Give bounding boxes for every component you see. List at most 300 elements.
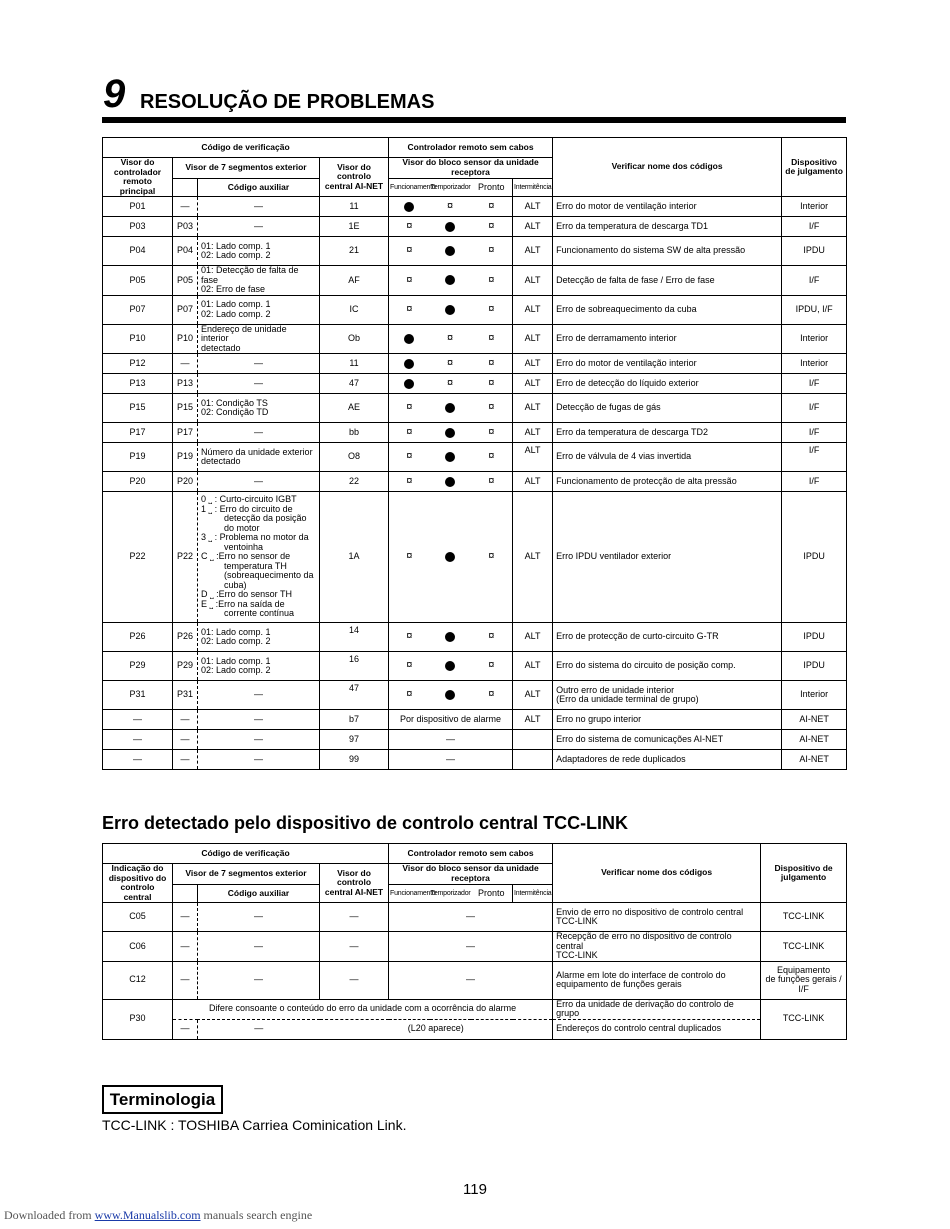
timer-lamp (430, 681, 471, 710)
flash-mode: ALT (513, 217, 553, 237)
timer-lamp (430, 374, 471, 394)
header-timer: Temporizador (430, 884, 471, 902)
operation-lamp-blink-icon: ¤ (406, 450, 413, 463)
outdoor-segment-code: P19 (173, 443, 198, 472)
ainet-code: O8 (320, 443, 389, 472)
table-row (103, 932, 847, 962)
ready-lamp (471, 623, 513, 652)
table-row (103, 999, 847, 1019)
flash-mode: ALT (513, 197, 553, 217)
ready-lamp (471, 295, 513, 324)
timer-lamp-on-icon (445, 661, 455, 671)
ainet-code: AF (320, 266, 389, 296)
table-row (103, 903, 847, 932)
operation-lamp (389, 394, 430, 423)
check-code: P03 (103, 217, 173, 237)
header-outdoor-7seg: Visor de 7 segmentos exterior (173, 158, 320, 179)
timer-lamp-on-icon (445, 305, 455, 315)
header-main-remote: Visor do controlador remoto principal (103, 158, 173, 197)
ready-lamp (471, 443, 513, 472)
aux-code-line: corrente contínua (224, 608, 295, 619)
table-row (103, 295, 847, 324)
timer-lamp-on-icon (445, 222, 455, 232)
ainet-code: — (320, 961, 389, 999)
check-code-name: Erro da temperatura de descarga TD1 (553, 217, 782, 237)
ready-lamp-blink-icon: ¤ (488, 199, 495, 212)
aux-code-line: (sobreaquecimento da (224, 570, 314, 581)
flash-mode (513, 750, 553, 770)
operation-lamp (389, 237, 430, 266)
table-row (103, 1019, 847, 1039)
tcc-link-table (102, 843, 847, 1040)
ready-lamp-blink-icon: ¤ (488, 376, 495, 389)
table-row (103, 394, 847, 423)
aux-code: — (198, 932, 320, 962)
ainet-code: bb (320, 423, 389, 443)
ready-lamp (471, 681, 513, 710)
ainet-code: 14 (320, 623, 389, 652)
check-code-name: Envio de erro no dispositivo de controlo central TCC-LINK (553, 903, 761, 932)
check-code: P13 (103, 374, 173, 394)
footer-suffix: manuals search engine (200, 1208, 313, 1222)
check-code: P20 (103, 472, 173, 492)
header-check-code: Código de verificação (103, 138, 389, 158)
timer-lamp (430, 492, 471, 623)
ainet-code: 1A (320, 492, 389, 623)
check-code: P26 (103, 623, 173, 652)
table-row (103, 472, 847, 492)
flash-mode: ALT (513, 710, 553, 730)
check-code: P29 (103, 652, 173, 681)
aux-code-line: cuba) (224, 579, 247, 590)
table-row (103, 423, 847, 443)
judging-device: IPDU, I/F (782, 295, 847, 324)
section-number: 9 (103, 72, 126, 116)
table-row (103, 197, 847, 217)
aux-code: — (198, 730, 320, 750)
timer-lamp-blink-icon: ¤ (446, 199, 454, 212)
title-rule (102, 117, 846, 123)
central-indication: P30 (103, 999, 173, 1039)
table-row (103, 492, 847, 623)
check-code-name: Erro da temperatura de descarga TD2 (553, 423, 782, 443)
download-footer (4, 1208, 312, 1223)
operation-lamp (389, 266, 430, 296)
check-code-name: Outro erro de unidade interior (Erro da unidade terminal de grupo) (553, 681, 782, 710)
timer-lamp-on-icon (445, 246, 455, 256)
timer-lamp-on-icon (445, 552, 455, 562)
outdoor-segment-code: P04 (173, 237, 198, 266)
check-code-name: Erro de derramamento interior (553, 324, 782, 354)
ready-lamp-blink-icon: ¤ (488, 688, 495, 701)
aux-code-line: detecção da posição (224, 513, 307, 524)
ready-lamp-blink-icon: ¤ (488, 302, 495, 315)
operation-lamp-on-icon (404, 334, 414, 344)
ready-lamp (471, 472, 513, 492)
aux-code: — (198, 903, 320, 932)
operation-lamp (389, 324, 430, 354)
check-code: P10 (103, 324, 173, 354)
timer-lamp-on-icon (445, 452, 455, 462)
check-code: P15 (103, 394, 173, 423)
operation-lamp-blink-icon: ¤ (406, 273, 413, 286)
header-aux-code: Código auxiliar (198, 884, 320, 902)
outdoor-segment-code: — (173, 961, 198, 999)
check-code-name: Erro no grupo interior (553, 710, 782, 730)
wireless-indication: — (389, 730, 513, 750)
timer-lamp (430, 217, 471, 237)
operation-lamp-blink-icon: ¤ (406, 401, 413, 414)
ready-lamp (471, 394, 513, 423)
judging-device: AI-NET (782, 750, 847, 770)
table-row (103, 710, 847, 730)
ready-lamp-blink-icon: ¤ (488, 401, 495, 414)
timer-lamp (430, 443, 471, 472)
manualslib-link[interactable]: www.Manualslib.com (94, 1208, 201, 1222)
operation-lamp-on-icon (404, 359, 414, 369)
operation-lamp (389, 423, 430, 443)
check-code-table (102, 137, 847, 770)
check-code-name: Erro da unidade de derivação do controlo de grupo (553, 999, 761, 1019)
aux-code: Endereço de unidade interior detectado (198, 324, 320, 354)
aux-code: 01: Lado comp. 1 02: Lado comp. 2 (198, 237, 320, 266)
table-row (103, 730, 847, 750)
timer-lamp-on-icon (445, 477, 455, 487)
ainet-code: b7 (320, 710, 389, 730)
flash-mode: ALT (513, 324, 553, 354)
ready-lamp (471, 217, 513, 237)
aux-code: 01: Condição TS 02: Condição TD (198, 394, 320, 423)
ready-lamp (471, 492, 513, 623)
outdoor-segment-code: — (173, 750, 198, 770)
aux-code: — (198, 197, 320, 217)
aux-code-line: D ⎵ :Erro do sensor TH (201, 589, 292, 600)
aux-code-line: 3 ⎵ : Problema no motor da (201, 532, 309, 543)
page-number: 119 (463, 1181, 487, 1198)
aux-code: — (198, 374, 320, 394)
header-flash: Intermitência (513, 178, 553, 196)
operation-lamp (389, 217, 430, 237)
ainet-code: 1E (320, 217, 389, 237)
check-code: P04 (103, 237, 173, 266)
timer-lamp (430, 394, 471, 423)
aux-code-line: C ⎵ :Erro no sensor de (201, 551, 291, 562)
ainet-code: 47 (320, 681, 389, 710)
check-code-name: Detecção de falta de fase / Erro de fase (553, 266, 782, 296)
operation-lamp-on-icon (404, 202, 414, 212)
outdoor-segment-code: P15 (173, 394, 198, 423)
operation-lamp-blink-icon: ¤ (406, 219, 413, 232)
check-code: P31 (103, 681, 173, 710)
wireless-indication: — (389, 961, 553, 999)
operation-lamp-blink-icon: ¤ (406, 302, 413, 315)
ainet-code: IC (320, 295, 389, 324)
header-central-indication: Indicação do dispositivo do controlo central (103, 864, 173, 903)
central-indication: C06 (103, 932, 173, 962)
footer-prefix: Downloaded from (4, 1208, 95, 1222)
terminology-heading: Terminologia (102, 1085, 223, 1114)
judging-device: Interior (782, 681, 847, 710)
ready-lamp-blink-icon: ¤ (488, 630, 495, 643)
flash-mode: ALT (513, 652, 553, 681)
check-code-name: Recepção de erro no dispositivo de controlo central TCC-LINK (553, 932, 761, 962)
operation-lamp-blink-icon: ¤ (406, 630, 413, 643)
group-alarm-note: Difere consoante o conteúdo do erro da unidade com a ocorrência do alarme (173, 999, 553, 1019)
check-code-name: Erro de sobreaquecimento da cuba (553, 295, 782, 324)
aux-code: 01: Lado comp. 1 02: Lado comp. 2 (198, 652, 320, 681)
judging-device: I/F (782, 217, 847, 237)
judging-device: I/F (782, 266, 847, 296)
ready-lamp-blink-icon: ¤ (488, 273, 495, 286)
table-row (103, 266, 847, 296)
operation-lamp (389, 354, 430, 374)
judging-device: I/F (782, 374, 847, 394)
table-row (103, 443, 847, 472)
aux-code-line: do motor (224, 522, 260, 533)
check-code-name: Erro do motor de ventilação interior (553, 354, 782, 374)
check-code-name: Funcionamento do sistema SW de alta pressão (553, 237, 782, 266)
table-row (103, 354, 847, 374)
check-code: — (103, 750, 173, 770)
ainet-code: 21 (320, 237, 389, 266)
judging-device: IPDU (782, 652, 847, 681)
flash-mode: ALT (513, 266, 553, 296)
check-code-name: Erro de detecção do líquido exterior (553, 374, 782, 394)
timer-lamp (430, 623, 471, 652)
outdoor-segment-code: P07 (173, 295, 198, 324)
outdoor-segment-code: — (173, 903, 198, 932)
flash-mode: ALT (513, 394, 553, 423)
ready-lamp-blink-icon: ¤ (488, 550, 495, 563)
outdoor-segment-code: P31 (173, 681, 198, 710)
flash-mode: ALT (513, 237, 553, 266)
ready-lamp-blink-icon: ¤ (488, 425, 495, 438)
outdoor-segment-code: — (173, 932, 198, 962)
ready-lamp-blink-icon: ¤ (488, 219, 495, 232)
operation-lamp (389, 681, 430, 710)
judging-device: TCC-LINK (761, 932, 847, 962)
flash-mode: ALT (513, 423, 553, 443)
ready-lamp-blink-icon: ¤ (488, 332, 495, 345)
operation-lamp (389, 197, 430, 217)
timer-lamp-on-icon (445, 403, 455, 413)
operation-lamp-blink-icon: ¤ (406, 474, 413, 487)
ready-lamp (471, 423, 513, 443)
header-seg-blank (173, 884, 198, 902)
timer-lamp (430, 266, 471, 296)
table-row (103, 237, 847, 266)
aux-code: — (198, 1019, 320, 1039)
flash-mode: ALT (513, 472, 553, 492)
aux-code: — (198, 961, 320, 999)
operation-lamp-blink-icon: ¤ (406, 688, 413, 701)
ready-lamp (471, 237, 513, 266)
header-ainet: Visor do controlo central AI-NET (320, 864, 389, 903)
operation-lamp (389, 492, 430, 623)
check-code: P19 (103, 443, 173, 472)
outdoor-segment-code: P22 (173, 492, 198, 623)
judging-device: Interior (782, 354, 847, 374)
ready-lamp-blink-icon: ¤ (488, 474, 495, 487)
judging-device: I/F (782, 472, 847, 492)
check-code-name: Erro de válvula de 4 vias invertida (553, 443, 782, 472)
timer-lamp (430, 295, 471, 324)
aux-code: 01: Lado comp. 1 02: Lado comp. 2 (198, 295, 320, 324)
header-wireless: Controlador remoto sem cabos (389, 844, 553, 864)
aux-code: 01: Lado comp. 1 02: Lado comp. 2 (198, 623, 320, 652)
outdoor-segment-code: P05 (173, 266, 198, 296)
ready-lamp (471, 197, 513, 217)
header-sensor-block: Visor do bloco sensor da unidade receptora (389, 864, 553, 885)
ainet-code: 47 (320, 374, 389, 394)
timer-lamp-on-icon (445, 632, 455, 642)
judging-device: IPDU (782, 492, 847, 623)
judging-device: TCC-LINK (761, 903, 847, 932)
judging-device: AI-NET (782, 710, 847, 730)
check-code: P01 (103, 197, 173, 217)
timer-lamp (430, 423, 471, 443)
header-check-name: Verificar nome dos códigos (553, 138, 782, 197)
timer-lamp-blink-icon: ¤ (446, 376, 454, 389)
flash-mode: ALT (513, 443, 553, 472)
header-ready: Pronto (471, 178, 513, 196)
judging-device: IPDU (782, 623, 847, 652)
operation-lamp-blink-icon: ¤ (406, 659, 413, 672)
header-device: Dispositivo de julgamento (761, 844, 847, 903)
judging-device: I/F (782, 394, 847, 423)
operation-lamp-on-icon (404, 379, 414, 389)
ainet-code: 11 (320, 197, 389, 217)
ready-lamp (471, 354, 513, 374)
ready-lamp (471, 374, 513, 394)
header-wireless: Controlador remoto sem cabos (389, 138, 553, 158)
outdoor-segment-code: P20 (173, 472, 198, 492)
table-row (103, 652, 847, 681)
judging-device: I/F (782, 443, 847, 472)
tcc-link-section-title: Erro detectado pelo dispositivo de controlo central TCC-LINK (102, 813, 629, 833)
wireless-indication: — (389, 932, 553, 962)
aux-code: 01: Detecção de falta de fase 02: Erro de fase (198, 266, 320, 296)
aux-code-line: 1 ⎵ : Erro do circuito de (201, 503, 293, 514)
ready-lamp (471, 652, 513, 681)
outdoor-segment-code: — (173, 710, 198, 730)
ready-lamp-blink-icon: ¤ (488, 450, 495, 463)
outdoor-segment-code: P29 (173, 652, 198, 681)
timer-lamp (430, 472, 471, 492)
ready-lamp-blink-icon: ¤ (488, 659, 495, 672)
operation-lamp (389, 443, 430, 472)
outdoor-segment-code: P10 (173, 324, 198, 354)
check-code: P07 (103, 295, 173, 324)
operation-lamp (389, 295, 430, 324)
table-row (103, 217, 847, 237)
table-row (103, 961, 847, 999)
wireless-indication: Por dispositivo de alarme (389, 710, 513, 730)
judging-device: Equipamento de funções gerais / I/F (761, 961, 847, 999)
check-code-name: Erro de protecção de curto-circuito G-TR (553, 623, 782, 652)
check-code-name: Erro do sistema de comunicações AI-NET (553, 730, 782, 750)
ainet-code: — (320, 932, 389, 962)
table-row (103, 324, 847, 354)
l20-note: (L20 aparece) (320, 1019, 553, 1039)
ainet-code: 16 (320, 652, 389, 681)
aux-code: — (198, 710, 320, 730)
header-op: Funcionamento (389, 178, 430, 196)
timer-lamp-on-icon (445, 275, 455, 285)
terminology-text: TCC-LINK : TOSHIBA Carriea Cominication Link. (102, 1117, 407, 1133)
header-timer: Temporizador (430, 178, 471, 196)
timer-lamp (430, 197, 471, 217)
aux-code (198, 492, 320, 623)
judging-device: Interior (782, 197, 847, 217)
header-check-code: Código de verificação (103, 844, 389, 864)
check-code-name: Erro do motor de ventilação interior (553, 197, 782, 217)
operation-lamp (389, 374, 430, 394)
wireless-indication: — (389, 750, 513, 770)
aux-code-line: temperatura TH (224, 560, 287, 571)
check-code-name: Endereços do controlo central duplicados (553, 1019, 761, 1039)
judging-device: I/F (782, 423, 847, 443)
check-code: P05 (103, 266, 173, 296)
operation-lamp-blink-icon: ¤ (406, 550, 413, 563)
judging-device: TCC-LINK (761, 999, 847, 1039)
aux-code: — (198, 472, 320, 492)
operation-lamp (389, 652, 430, 681)
section-title: RESOLUÇÃO DE PROBLEMAS (140, 91, 435, 113)
flash-mode: ALT (513, 354, 553, 374)
header-op: Funcionamento (389, 884, 430, 902)
operation-lamp (389, 623, 430, 652)
check-code-name: Adaptadores de rede duplicados (553, 750, 782, 770)
outdoor-segment-code: P03 (173, 217, 198, 237)
judging-device: AI-NET (782, 730, 847, 750)
ainet-code: — (320, 903, 389, 932)
ainet-code: 97 (320, 730, 389, 750)
check-code: — (103, 730, 173, 750)
flash-mode: ALT (513, 374, 553, 394)
table-row (103, 681, 847, 710)
table-row (103, 623, 847, 652)
central-indication: C12 (103, 961, 173, 999)
judging-device: Interior (782, 324, 847, 354)
header-ainet: Visor do controlo central AI-NET (320, 158, 389, 197)
check-code-name: Detecção de fugas de gás (553, 394, 782, 423)
outdoor-segment-code: P13 (173, 374, 198, 394)
check-code-name: Funcionamento de protecção de alta pressão (553, 472, 782, 492)
flash-mode (513, 730, 553, 750)
header-flash: Intermitência (513, 884, 553, 902)
timer-lamp (430, 652, 471, 681)
ready-lamp-blink-icon: ¤ (488, 244, 495, 257)
header-sensor-block: Visor do bloco sensor da unidade receptora (389, 158, 553, 179)
outdoor-segment-code: P17 (173, 423, 198, 443)
header-outdoor-7seg: Visor de 7 segmentos exterior (173, 864, 320, 885)
outdoor-segment-code: — (173, 730, 198, 750)
aux-code: — (198, 423, 320, 443)
header-seg-blank (173, 178, 198, 196)
table-row (103, 374, 847, 394)
outdoor-segment-code: — (173, 1019, 198, 1039)
timer-lamp (430, 354, 471, 374)
header-device: Dispositivo de julgamento (782, 138, 847, 197)
outdoor-segment-code: — (173, 354, 198, 374)
ready-lamp (471, 324, 513, 354)
header-aux-code: Código auxiliar (198, 178, 320, 196)
ainet-code: 11 (320, 354, 389, 374)
timer-lamp-blink-icon: ¤ (446, 332, 454, 345)
outdoor-segment-code: P26 (173, 623, 198, 652)
flash-mode: ALT (513, 681, 553, 710)
